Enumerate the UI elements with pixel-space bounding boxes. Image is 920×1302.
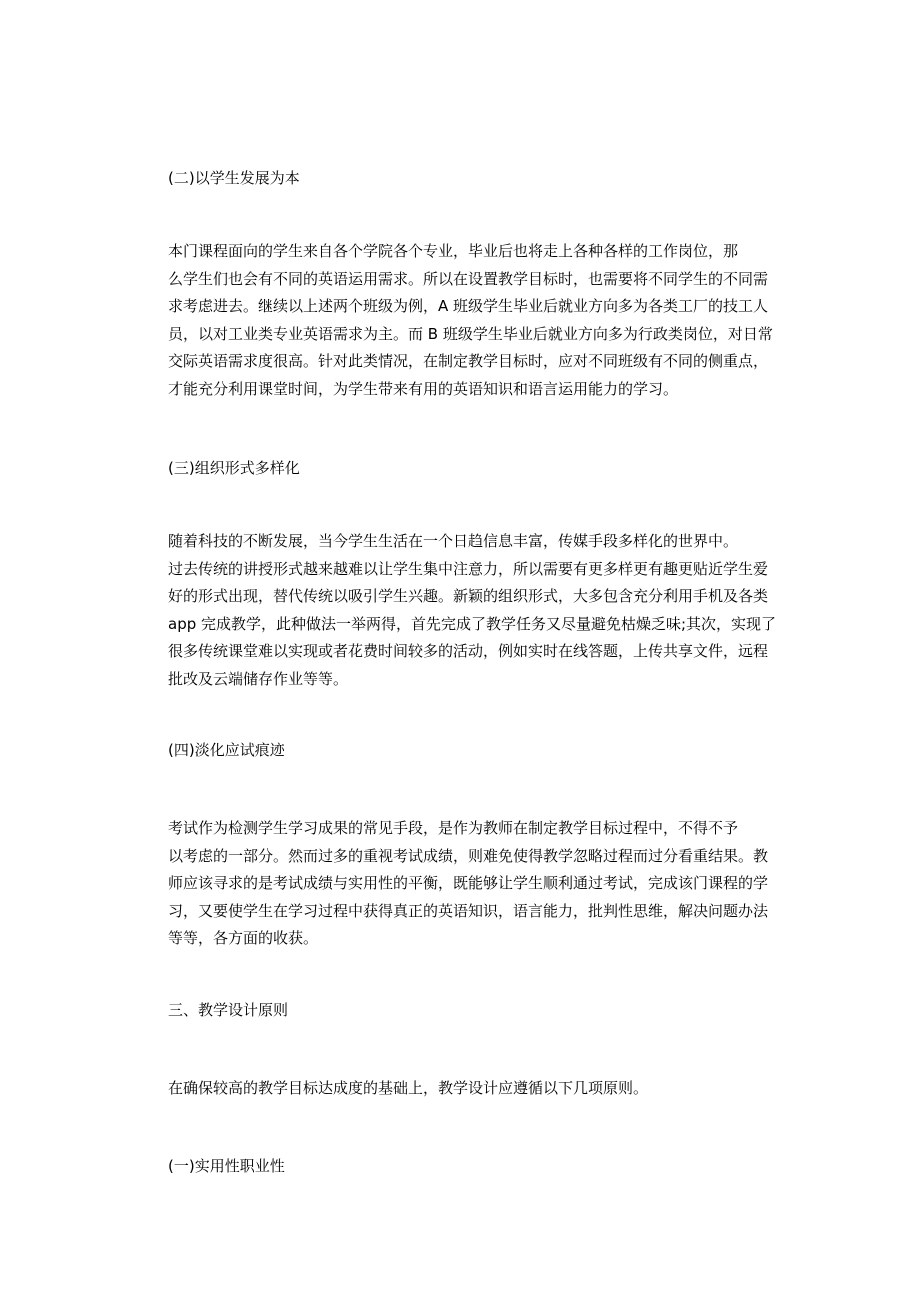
section-heading-4: (四)淡化应试痕迹 [168,741,285,759]
paragraph-line: 在确保较高的教学目标达成度的基础上，教学设计应遵循以下几项原则。 [168,1079,649,1097]
paragraph-line: 本门课程面向的学生来自各个学院各个专业，毕业后也将走上各种各样的工作岗位，那 [168,242,739,260]
paragraph-student-development [168,238,790,403]
section-heading-3: (三)组织形式多样化 [168,459,300,477]
paragraph-line: 才能充分利用课堂时间，为学生带来有用的英语知识和语言运用能力的学习。 [168,379,679,398]
paragraph-line: 很多传统课堂难以实现或者花费时间较多的活动，例如实时在线答题，上传共享文件，远程 [168,642,769,660]
paragraph-line: 好的形式出现，替代传统以吸引学生兴趣。新颖的组织形式，大多包含充分利用手机及各类 [168,587,769,605]
paragraph-organization-forms [168,528,790,693]
section-heading-principles: 三、教学设计原则 [168,1001,289,1019]
paragraph-line: 员，以对工业类专业英语需求为主。而 B 班级学生毕业后就业方向多为行政类岗位，对日常 [168,324,773,343]
paragraph-line: 求考虑进去。继续以上述两个班级为例，A 班级学生毕业后就业方向多为各类工厂的技工人 [168,297,769,315]
paragraph-line: 等等，各方面的收获。 [168,929,319,947]
section-heading-1: (一)实用性职业性 [168,1157,285,1175]
paragraph-principles-intro [168,1075,790,1103]
paragraph-line: 以考虑的一部分。然而过多的重视考试成绩，则难免使得教学忽略过程而过分看重结果。教 [168,846,769,865]
section-heading-2: (二)以学生发展为本 [168,169,300,187]
paragraph-line: 随着科技的不断发展，当今学生生活在一个日趋信息丰富，传媒手段多样化的世界中。 [168,532,739,550]
paragraph-line: 交际英语需求度很高。针对此类情况，在制定教学目标时，应对不同班级有不同的侧重点， [168,352,769,370]
paragraph-exam-traces [168,815,790,953]
paragraph-line: app 完成教学，此种做法一举两得，首先完成了教学任务又尽量避免枯燥乏味;其次，实现了 [168,614,777,633]
paragraph-line: 过去传统的讲授形式越来越难以让学生集中注意力，所以需要有更多样更有趣更贴近学生爱 [168,559,769,578]
paragraph-line: 批改及云端储存作业等等。 [168,669,349,688]
paragraph-line: 习，又要使学生在学习过程中获得真正的英语知识，语言能力，批判性思维，解决问题办法 [168,901,769,920]
paragraph-line: 么学生们也会有不同的英语运用需求。所以在设置教学目标时，也需要将不同学生的不同需 [168,269,769,288]
paragraph-line: 师应该寻求的是考试成绩与实用性的平衡，既能够让学生顺利通过考试，完成该门课程的学 [168,874,769,892]
paragraph-line: 考试作为检测学生学习成果的常见手段，是作为教师在制定教学目标过程中，不得不予 [168,819,739,837]
